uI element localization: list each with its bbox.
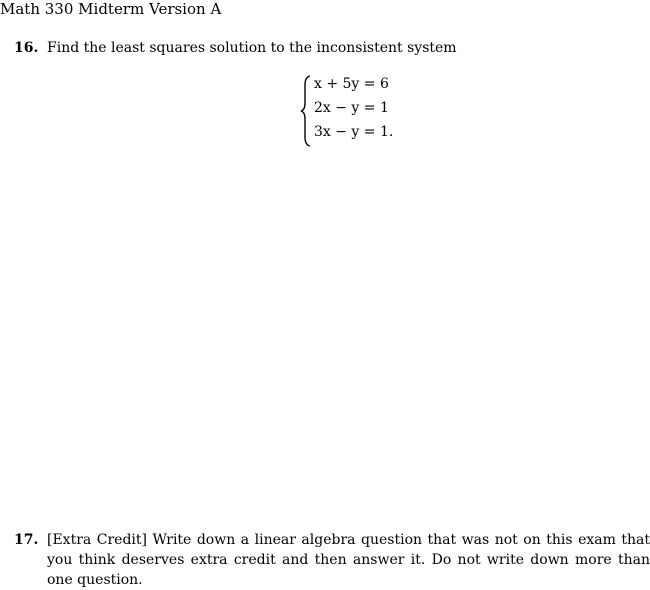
- equation-1: x + 5y = 6: [314, 76, 389, 92]
- left-brace: [300, 75, 312, 147]
- equation-system: [300, 75, 420, 149]
- problem-text: Find the least squares solution to the inconsistent system: [47, 40, 457, 56]
- problem-number: 16.: [14, 40, 39, 56]
- equation-2: 2x − y = 1: [314, 100, 389, 116]
- problem-text: [Extra Credit] Write down a linear algebra question that was not on this exam that you think deserves extra credit and then answer it. Do not write down more than one question.: [47, 532, 650, 588]
- equation-3: 3x − y = 1.: [314, 124, 394, 140]
- page-header: Math 330 Midterm Version A: [0, 0, 222, 18]
- problem-number: 17.: [14, 532, 39, 548]
